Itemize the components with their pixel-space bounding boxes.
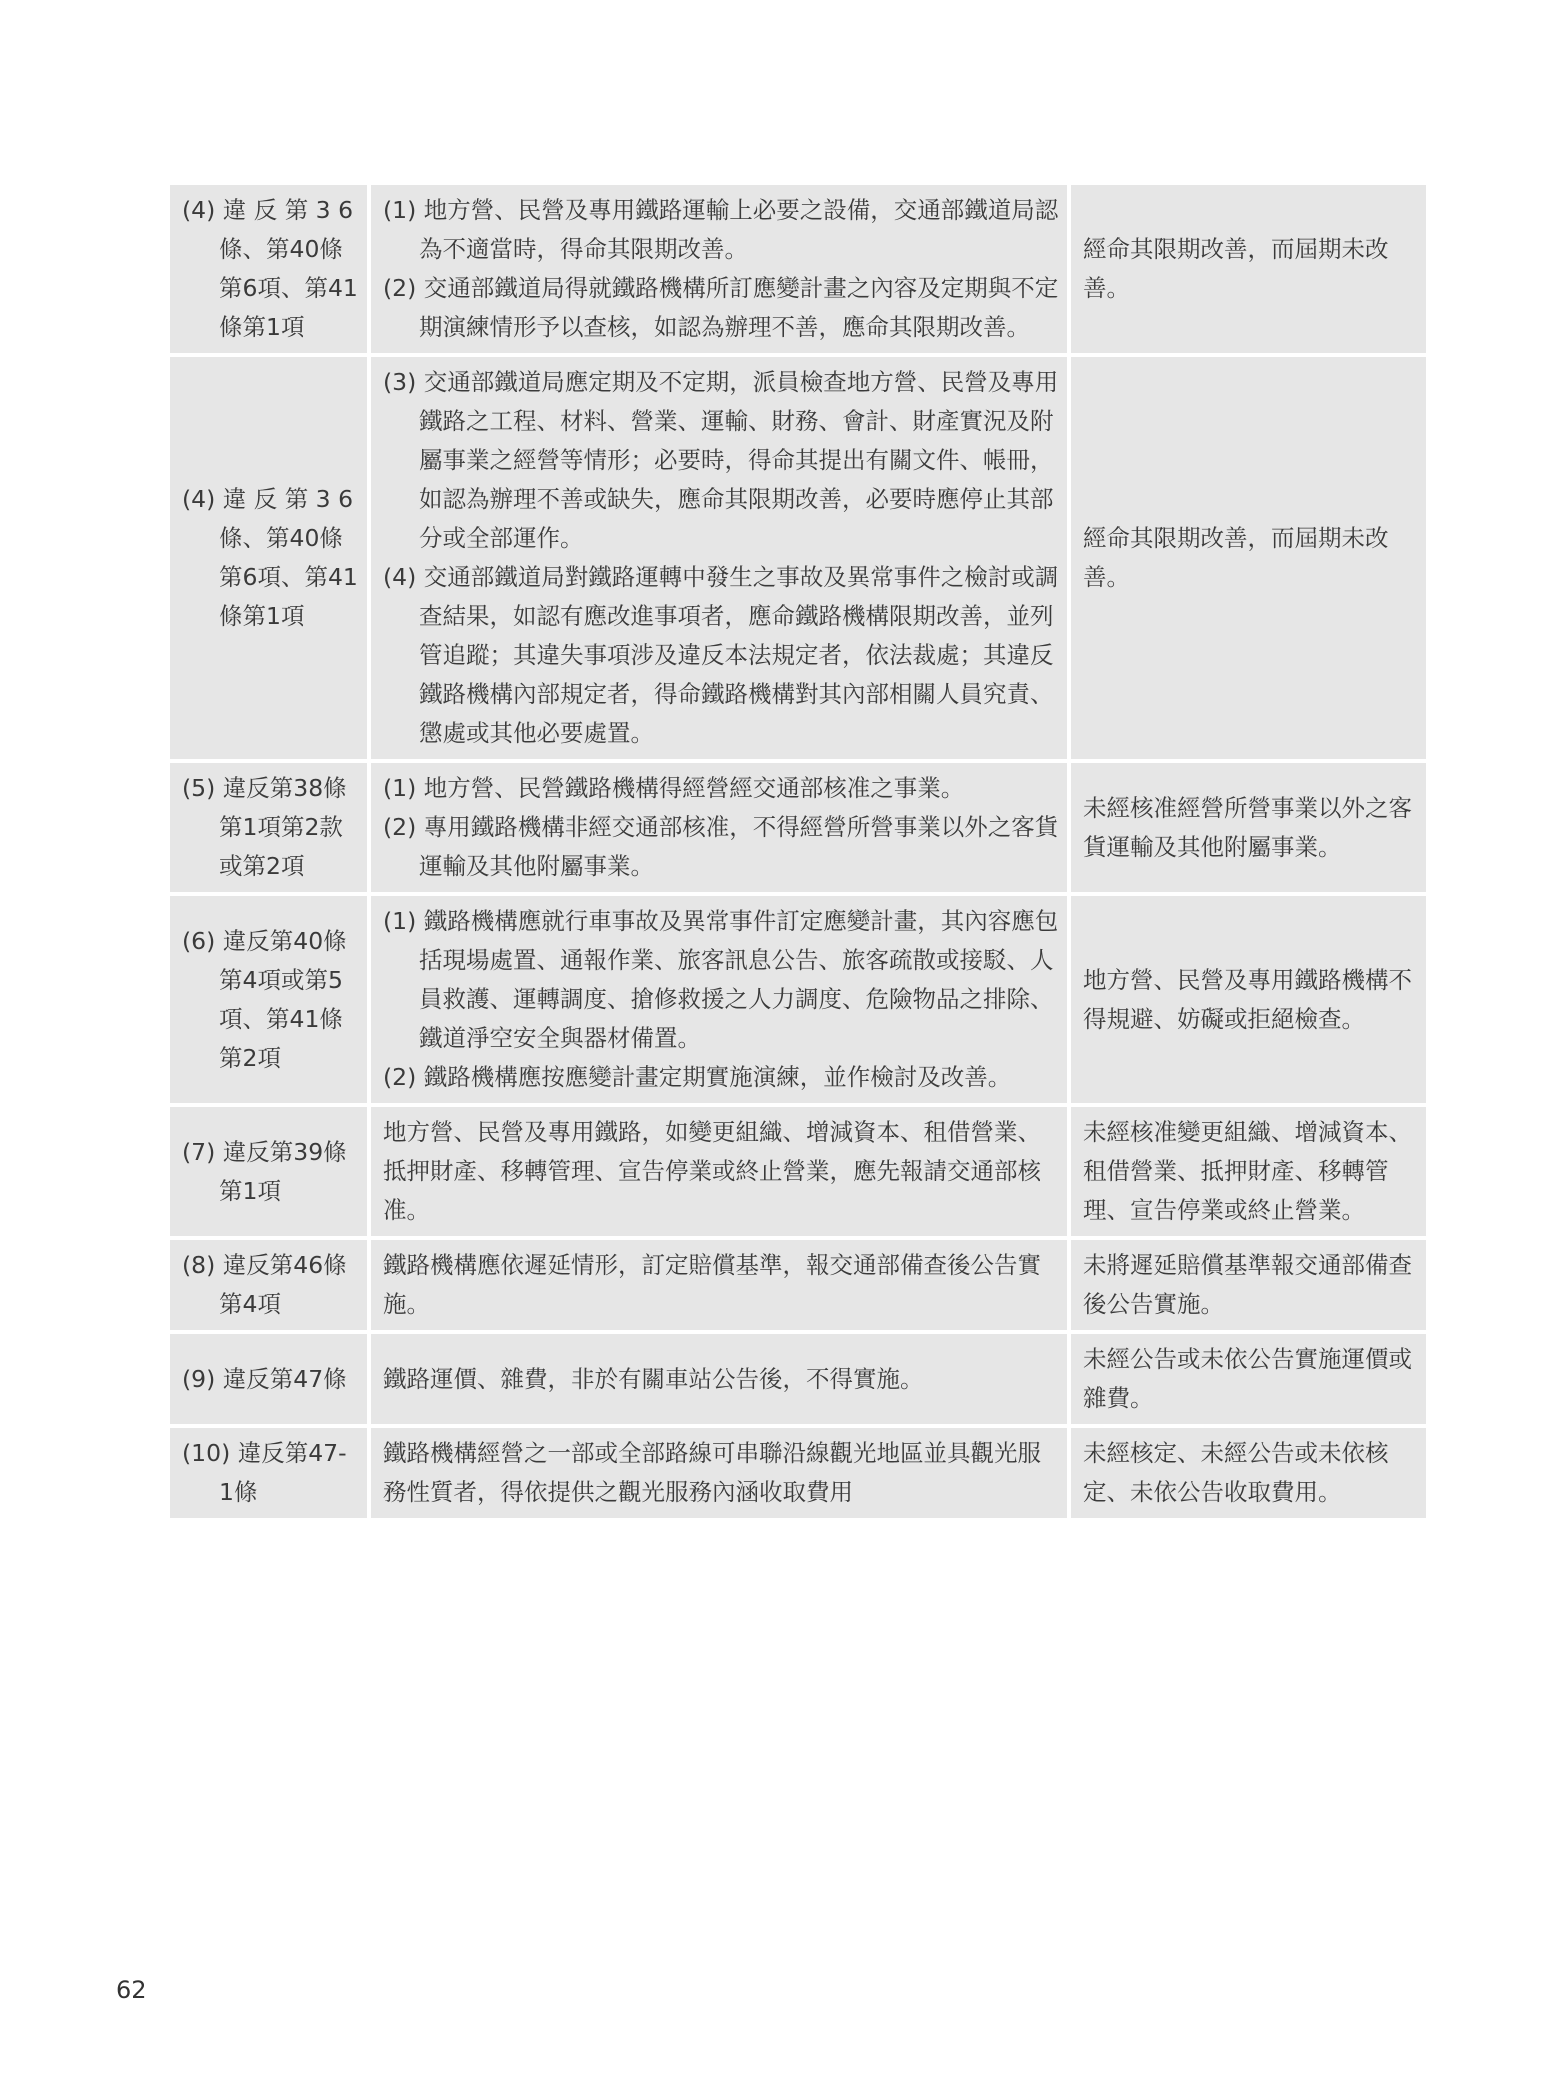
penalty-table <box>170 181 1426 1522</box>
condition-cell: 經命其限期改善，而屆期未改善。 <box>1067 357 1426 759</box>
condition-cell: 未將遲延賠償基準報交通部備查後公告實施。 <box>1067 1240 1426 1330</box>
article-cell: (9) 違反第47條 <box>170 1334 367 1424</box>
article-cell: (8) 違反第46條第4項 <box>170 1240 367 1330</box>
requirement-item: 地方營、民營及專用鐵路，如變更組織、增減資本、租借營業、抵押財產、移轉管理、宣告停業或終止營業，應先報請交通部核准。 <box>383 1118 1041 1224</box>
requirement-item: (4) 交通部鐵道局對鐵路運轉中發生之事故及異常事件之檢討或調查結果，如認有應改進事項者，應命鐵路機構限期改善，並列管追蹤；其違失事項涉及違反本法規定者，依法裁處；其違反鐵路機構內部規定者，得命鐵路機構對其內部相關人員究責、懲處或其他必要處置。 <box>383 563 1059 747</box>
table-row <box>170 1428 1426 1518</box>
requirement-item: 鐵路機構應依遲延情形，訂定賠償基準，報交通部備查後公告實施。 <box>383 1251 1041 1318</box>
table-row <box>170 896 1426 1103</box>
table-row <box>170 185 1426 353</box>
condition-cell: 未經核准經營所營事業以外之客貨運輸及其他附屬事業。 <box>1067 763 1426 892</box>
requirement-cell <box>367 1240 1067 1330</box>
article-cell: (5) 違反第38條第1項第2款或第2項 <box>170 763 367 892</box>
condition-cell: 地方營、民營及專用鐵路機構不得規避、妨礙或拒絕檢查。 <box>1067 896 1426 1103</box>
table-row <box>170 357 1426 759</box>
article-cell: (10) 違反第47-1條 <box>170 1428 367 1518</box>
requirement-item: (3) 交通部鐵道局應定期及不定期，派員檢查地方營、民營及專用鐵路之工程、材料、營業、運輸、財務、會計、財產實況及附屬事業之經營等情形；必要時，得命其提出有關文件、帳冊，如認為辦理不善或缺失，應命其限期改善，必要時應停止其部分或全部運作。 <box>383 368 1059 552</box>
requirement-cell <box>367 1334 1067 1424</box>
requirement-cell <box>367 1428 1067 1518</box>
condition-cell: 未經核准變更組織、增減資本、租借營業、抵押財產、移轉管理、宣告停業或終止營業。 <box>1067 1107 1426 1236</box>
table-row <box>170 1240 1426 1330</box>
article-cell: (4) 違 反 第 3 6 條、第40條第6項、第41條第1項 <box>170 185 367 353</box>
requirement-cell <box>367 896 1067 1103</box>
article-cell: (4) 違 反 第 3 6 條、第40條第6項、第41條第1項 <box>170 357 367 759</box>
table-row <box>170 763 1426 892</box>
condition-cell: 經命其限期改善，而屆期未改善。 <box>1067 185 1426 353</box>
article-cell: (7) 違反第39條第1項 <box>170 1107 367 1236</box>
requirement-item: 鐵路機構經營之一部或全部路線可串聯沿線觀光地區並具觀光服務性質者，得依提供之觀光服務內涵收取費用 <box>383 1439 1041 1506</box>
condition-cell: 未經公告或未依公告實施運價或雜費。 <box>1067 1334 1426 1424</box>
requirement-cell <box>367 1107 1067 1236</box>
requirement-item: (1) 地方營、民營及專用鐵路運輸上必要之設備，交通部鐵道局認為不適當時，得命其限期改善。 <box>383 196 1059 263</box>
requirement-item: (2) 鐵路機構應按應變計畫定期實施演練，並作檢討及改善。 <box>383 1063 1012 1091</box>
requirement-item: (1) 地方營、民營鐵路機構得經營經交通部核准之事業。 <box>383 774 965 802</box>
condition-cell: 未經核定、未經公告或未依核定、未依公告收取費用。 <box>1067 1428 1426 1518</box>
requirement-item: (2) 專用鐵路機構非經交通部核准，不得經營所營事業以外之客貨運輸及其他附屬事業。 <box>383 813 1059 880</box>
requirement-cell <box>367 763 1067 892</box>
table-row <box>170 1107 1426 1236</box>
requirement-item: (2) 交通部鐵道局得就鐵路機構所訂應變計畫之內容及定期與不定期演練情形予以查核，如認為辦理不善，應命其限期改善。 <box>383 274 1059 341</box>
table-row <box>170 1334 1426 1424</box>
article-cell: (6) 違反第40條第4項或第5項、第41條第2項 <box>170 896 367 1103</box>
requirement-item: 鐵路運價、雜費，非於有關車站公告後，不得實施。 <box>383 1364 924 1393</box>
requirement-cell <box>367 357 1067 759</box>
requirement-cell <box>367 185 1067 353</box>
requirement-item: (1) 鐵路機構應就行車事故及異常事件訂定應變計畫，其內容應包括現場處置、通報作業、旅客訊息公告、旅客疏散或接駁、人員救護、運轉調度、搶修救援之人力調度、危險物品之排除、鐵道淨空安全與器材備置。 <box>383 907 1059 1052</box>
page-number: 62 <box>116 1976 147 2004</box>
